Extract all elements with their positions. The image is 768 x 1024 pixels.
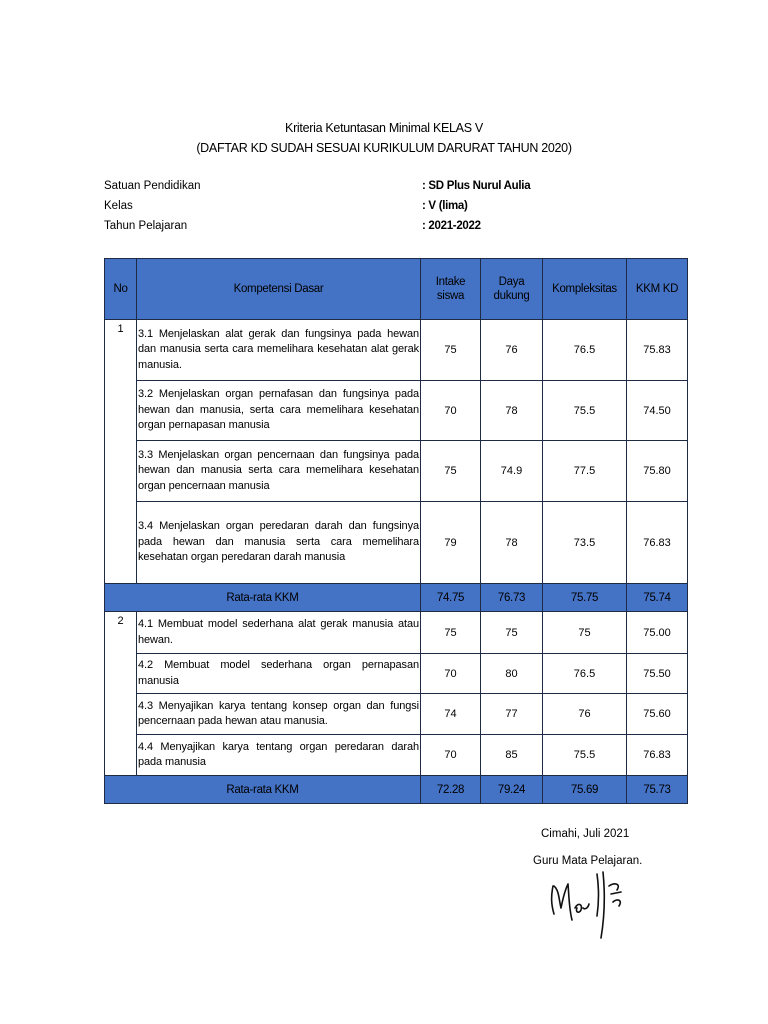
kkm-value: 75.83	[627, 320, 688, 381]
table-header-row	[105, 259, 688, 320]
table-row	[105, 381, 688, 441]
header-kompetensi-dasar: Kompetensi Dasar	[137, 259, 421, 320]
header-daya-dukung: Daya dukung	[481, 259, 543, 320]
intake-value: 75	[421, 612, 481, 654]
average-daya: 79.24	[481, 776, 543, 804]
intake-value: 74	[421, 694, 481, 735]
intake-value: 75	[421, 320, 481, 381]
table-row	[105, 502, 688, 584]
daya-value: 75	[481, 612, 543, 654]
info-value: : SD Plus Nurul Aulia	[422, 180, 531, 192]
kkm-value: 76.83	[627, 735, 688, 776]
header-kkm-kd: KKM KD	[627, 259, 688, 320]
average-kompleksitas: 75.75	[543, 584, 627, 612]
average-intake: 72.28	[421, 776, 481, 804]
table-row	[105, 694, 688, 735]
kompleksitas-value: 73.5	[543, 502, 627, 584]
kd-text: 4.4 Menyajikan karya tentang organ peredaran darah pada manusia	[137, 735, 421, 776]
kkm-value: 75.60	[627, 694, 688, 735]
kd-text: 4.3 Menyajikan karya tentang konsep organ dan fungsi pencernaan pada hewan atau manusia.	[137, 694, 421, 735]
daya-value: 80	[481, 654, 543, 694]
kkm-value: 75.00	[627, 612, 688, 654]
kkm-value: 75.50	[627, 654, 688, 694]
signature-image	[545, 868, 635, 940]
kd-text: 3.2 Menjelaskan organ pernafasan dan fungsinya pada hewan dan manusia, serta cara memelihara kesehatan organ pernapasan manusia	[137, 381, 421, 441]
intake-value: 79	[421, 502, 481, 584]
header-no: No	[105, 259, 137, 320]
document-title: Kriteria Ketuntasan Minimal KELAS V	[285, 121, 483, 135]
info-label: Satuan Pendidikan	[104, 180, 201, 192]
average-row	[105, 584, 688, 612]
average-kompleksitas: 75.69	[543, 776, 627, 804]
kkm-value: 76.83	[627, 502, 688, 584]
average-label: Rata-rata KKM	[105, 584, 421, 612]
header-intake-siswa: Intake siswa	[421, 259, 481, 320]
intake-value: 70	[421, 381, 481, 441]
place-date: Cimahi, Juli 2021	[541, 828, 630, 840]
table-row	[105, 735, 688, 776]
table-row	[105, 320, 688, 381]
info-value: : V (lima)	[422, 200, 468, 212]
daya-value: 78	[481, 381, 543, 441]
kompleksitas-value: 76.5	[543, 320, 627, 381]
average-row	[105, 776, 688, 804]
average-daya: 76.73	[481, 584, 543, 612]
document-title-block	[0, 118, 768, 158]
kompleksitas-value: 75.5	[543, 735, 627, 776]
info-label: Tahun Pelajaran	[104, 220, 188, 232]
kd-text: 3.4 Menjelaskan organ peredaran darah dan fungsinya pada hewan dan manusia serta cara memelihara kesehatan organ peredaran darah manusia	[137, 502, 421, 584]
table-row	[105, 612, 688, 654]
intake-value: 75	[421, 441, 481, 502]
table-row	[105, 441, 688, 502]
kompleksitas-value: 76.5	[543, 654, 627, 694]
kkm-value: 75.80	[627, 441, 688, 502]
info-label: Kelas	[104, 200, 133, 212]
daya-value: 77	[481, 694, 543, 735]
kd-text: 3.1 Menjelaskan alat gerak dan fungsinya pada hewan dan manusia serta cara memelihara kesehatan alat gerak manusia.	[137, 320, 421, 381]
daya-value: 76	[481, 320, 543, 381]
table-row	[105, 654, 688, 694]
header-kompleksitas: Kompleksitas	[543, 259, 627, 320]
kkm-value: 74.50	[627, 381, 688, 441]
average-label: Rata-rata KKM	[105, 776, 421, 804]
school-info	[104, 180, 664, 240]
average-kkm: 75.73	[627, 776, 688, 804]
signer-role: Guru Mata Pelajaran.	[533, 855, 643, 867]
daya-value: 85	[481, 735, 543, 776]
kd-text: 3.3 Menjelaskan organ pencernaan dan fungsinya pada hewan dan manusia serta cara memelihara kesehatan organ pencernaan manusia	[137, 441, 421, 502]
group-number: 1	[105, 320, 137, 584]
average-kkm: 75.74	[627, 584, 688, 612]
kompleksitas-value: 77.5	[543, 441, 627, 502]
intake-value: 70	[421, 735, 481, 776]
kkm-table	[104, 258, 688, 804]
kompleksitas-value: 75	[543, 612, 627, 654]
daya-value: 78	[481, 502, 543, 584]
daya-value: 74.9	[481, 441, 543, 502]
info-row-satuan	[104, 180, 664, 200]
kd-text: 4.2 Membuat model sederhana organ pernapasan manusia	[137, 654, 421, 694]
document-subtitle: (DAFTAR KD SUDAH SESUAI KURIKULUM DARURAT TAHUN 2020)	[196, 141, 572, 155]
kompleksitas-value: 75.5	[543, 381, 627, 441]
kompleksitas-value: 76	[543, 694, 627, 735]
info-value: : 2021-2022	[422, 220, 481, 232]
intake-value: 70	[421, 654, 481, 694]
kd-text: 4.1 Membuat model sederhana alat gerak manusia atau hewan.	[137, 612, 421, 654]
info-row-tahun	[104, 220, 664, 240]
info-row-kelas	[104, 200, 664, 220]
group-number: 2	[105, 612, 137, 776]
average-intake: 74.75	[421, 584, 481, 612]
